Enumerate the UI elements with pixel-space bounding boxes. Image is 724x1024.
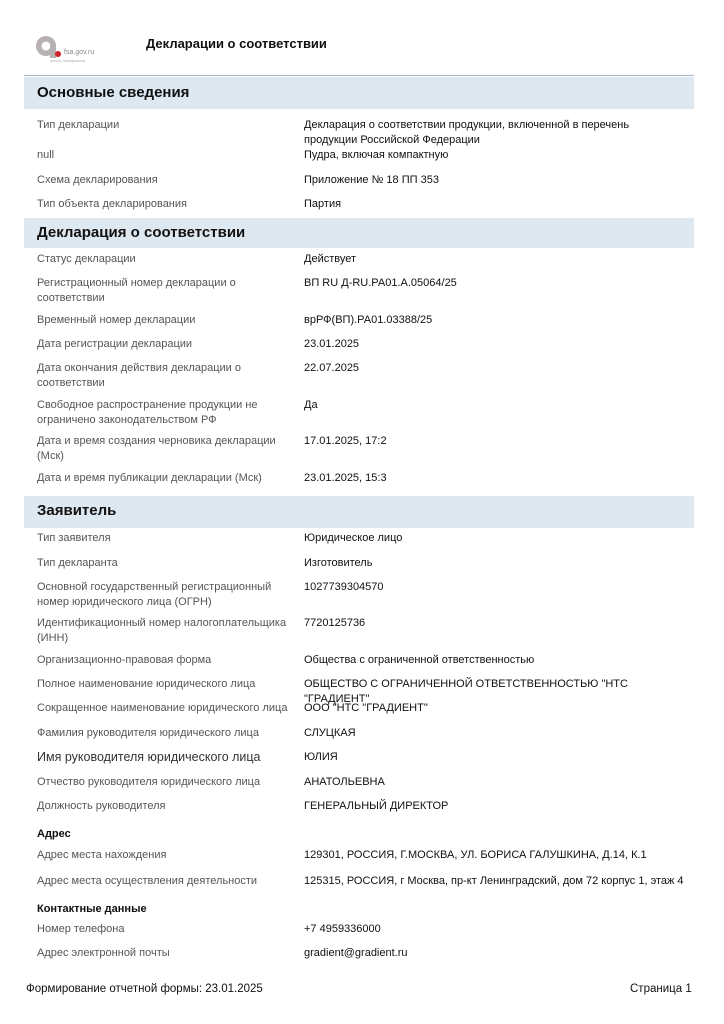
field-value: 23.01.2025 bbox=[304, 338, 360, 350]
field-value: ВП RU Д-RU.РА01.А.05064/25 bbox=[304, 277, 457, 289]
field-value: 23.01.2025, 15:3 bbox=[304, 472, 387, 484]
field-label: Отчество руководителя юридического лица bbox=[37, 776, 261, 788]
section-title: Основные сведения bbox=[37, 84, 190, 101]
report-date: Формирование отчетной формы: 23.01.2025 bbox=[26, 983, 263, 995]
address-heading: Адрес bbox=[37, 828, 71, 840]
section-title: Декларация о соответствии bbox=[37, 224, 246, 241]
field-value: ООО "НТС "ГРАДИЕНТ" bbox=[304, 702, 428, 714]
field-label: Дата и время создания черновика декларации (Мск) bbox=[37, 435, 276, 462]
field-label: Дата и время публикации декларации (Мск) bbox=[37, 472, 262, 484]
field-label: Тип объекта декларирования bbox=[37, 198, 187, 210]
field-value: Декларация о соответствии продукции, включенной в перечень продукции Российской Федерации bbox=[304, 119, 630, 146]
page-number: Страница 1 bbox=[630, 983, 692, 995]
field-label: Адрес места нахождения bbox=[37, 849, 167, 861]
field-value: ГЕНЕРАЛЬНЫЙ ДИРЕКТОР bbox=[304, 800, 449, 812]
field-label: Схема декларирования bbox=[37, 174, 158, 186]
field-label: null bbox=[37, 149, 55, 161]
field-label: Дата регистрации декларации bbox=[37, 338, 193, 350]
field-value: Приложение № 18 ПП 353 bbox=[304, 174, 439, 186]
field-label: Имя руководителя юридического лица bbox=[37, 750, 261, 764]
field-value: СЛУЦКАЯ bbox=[304, 727, 356, 739]
field-value: gradient@gradient.ru bbox=[304, 947, 408, 959]
field-value: Общества с ограниченной ответственностью bbox=[304, 654, 535, 666]
field-value: Юридическое лицо bbox=[304, 532, 403, 544]
field-value: 1027739304570 bbox=[304, 581, 384, 593]
field-value: Действует bbox=[304, 253, 357, 265]
fsa-logo bbox=[34, 34, 124, 66]
header-divider bbox=[24, 75, 694, 76]
field-label: Свободное распространение продукции не ограничено законодательством РФ bbox=[37, 399, 258, 426]
field-label: Фамилия руководителя юридического лица bbox=[37, 727, 259, 739]
contacts-heading: Контактные данные bbox=[37, 903, 147, 915]
section-declaration bbox=[24, 218, 694, 248]
field-label: Полное наименование юридического лица bbox=[37, 678, 256, 690]
field-label: Адрес места осуществления деятельности bbox=[37, 875, 258, 887]
field-value: Да bbox=[304, 399, 318, 411]
field-value: 17.01.2025, 17:2 bbox=[304, 435, 387, 447]
field-label: Основной государственный регистрационный номер юридического лица (ОГРН) bbox=[37, 581, 272, 608]
logo-subtitle: рeeстр сертификатов bbox=[50, 59, 85, 63]
section-applicant bbox=[24, 496, 694, 528]
field-value: +7 4959336000 bbox=[304, 923, 381, 935]
field-label: Тип декларации bbox=[37, 119, 120, 131]
field-value: ЮЛИЯ bbox=[304, 751, 338, 763]
field-label: Адрес электронной почты bbox=[37, 947, 170, 959]
field-value: Пудра, включая компактную bbox=[304, 149, 449, 161]
field-value: 125315, РОССИЯ, г Москва, пр-кт Ленинградский, дом 72 корпус 1, этаж 4 bbox=[304, 875, 684, 887]
field-label: Статус декларации bbox=[37, 253, 136, 265]
field-label: Дата окончания действия декларации о соответствии bbox=[37, 362, 241, 389]
field-value: 7720125736 bbox=[304, 617, 366, 629]
logo-text: fsa.gov.ru bbox=[64, 49, 95, 56]
page-title: Декларации о соответствии bbox=[146, 36, 327, 51]
field-label: Временный номер декларации bbox=[37, 314, 196, 326]
field-value: Партия bbox=[304, 198, 342, 210]
field-value: 22.07.2025 bbox=[304, 362, 360, 374]
field-label: Организационно-правовая форма bbox=[37, 654, 212, 666]
field-value: 129301, РОССИЯ, Г.МОСКВА, УЛ. БОРИСА ГАЛУШКИНА, Д.14, К.1 bbox=[304, 849, 647, 861]
field-label: Номер телефона bbox=[37, 923, 125, 935]
field-label: Идентификационный номер налогоплательщика (ИНН) bbox=[37, 617, 287, 644]
field-label: Регистрационный номер декларации о соответствии bbox=[37, 277, 236, 304]
field-value: Изготовитель bbox=[304, 557, 373, 569]
field-label: Сокращенное наименование юридического лица bbox=[37, 702, 288, 714]
section-basic-info bbox=[24, 77, 694, 109]
field-label: Должность руководителя bbox=[37, 800, 166, 812]
field-value: ОБЩЕСТВО С ОГРАНИЧЕННОЙ ОТВЕТСТВЕННОСТЬЮ "НТС "ГРАДИЕНТ" bbox=[304, 678, 628, 705]
field-label: Тип декларанта bbox=[37, 557, 118, 569]
page-header bbox=[0, 0, 724, 76]
section-title: Заявитель bbox=[37, 502, 117, 519]
field-label: Тип заявителя bbox=[37, 532, 111, 544]
field-value: врРФ(ВП).РА01.03388/25 bbox=[304, 314, 433, 326]
field-value: АНАТОЛЬЕВНА bbox=[304, 776, 385, 788]
